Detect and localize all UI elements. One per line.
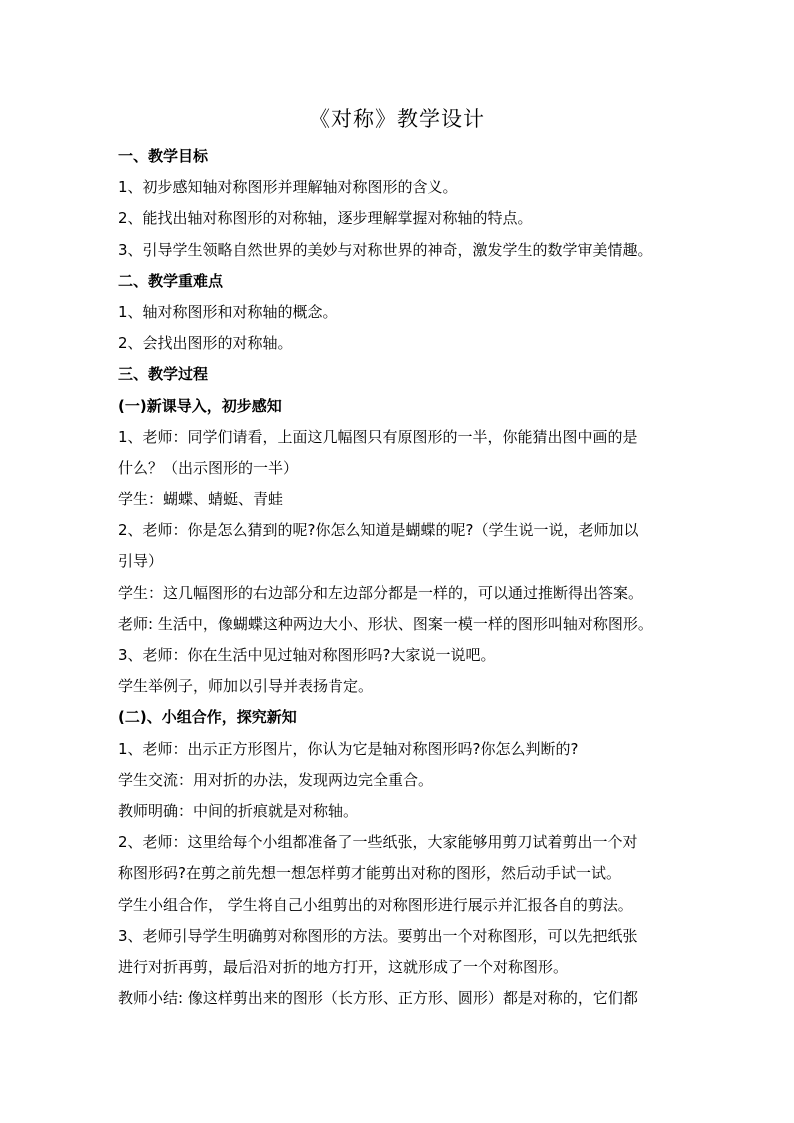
section-heading: (一)新课导入，初步感知 [118,396,282,415]
paragraph-line: 2、会找出图形的对称轴。 [118,334,293,353]
paragraph-line: 老师: 生活中，像蝴蝶这种两边大小、形状、图案一模一样的图形叫轴对称图形。 [118,614,653,633]
paragraph-line: 教师小结: 像这样剪出来的图形（长方形、正方形、圆形）都是对称的，它们都 [118,989,638,1008]
paragraph-line: 学生：蝴蝶、蜻蜓、青蛙 [118,490,284,509]
paragraph-line: 教师明确：中间的折痕就是对称轴。 [118,801,359,820]
paragraph-line: 2、能找出轴对称图形的对称轴，逐步理解掌握对称轴的特点。 [118,209,533,228]
document-title: 《对称》教学设计 [309,107,485,131]
paragraph-line: 1、老师：出示正方形图片，你认为它是轴对称图形吗?你怎么判断的? [118,739,579,758]
paragraph-line: 1、初步感知轴对称图形并理解轴对称图形的含义。 [118,178,458,197]
paragraph-line: 3、老师：你在生活中见过轴对称图形吗?大家说一说吧。 [118,646,496,664]
document-body [118,141,688,1014]
section-heading: 一、教学目标 [118,147,209,165]
paragraph-line: 称图形码?在剪之前先想一想怎样剪才能剪出对称的图形，然后动手试一试。 [118,864,621,883]
paragraph-line: 2、老师：你是怎么猜到的呢?你怎么知道是蝴蝶的呢?（学生说一说，老师加以 [118,521,639,540]
paragraph-line: 3、老师引导学生明确剪对称图形的方法。要剪出一个对称图形，可以先把纸张 [118,926,638,945]
section-heading: 三、教学过程 [118,365,209,384]
paragraph-line: 1、老师：同学们请看，上面这几幅图只有原图形的一半，你能猜出图中画的是 [118,427,638,446]
section-heading: 二、教学重难点 [118,271,224,290]
section-heading: (二)、小组合作，探究新知 [118,708,297,727]
paragraph-line: 学生举例子，师加以引导并表扬肯定。 [118,677,374,696]
paragraph-line: 1、轴对称图形和对称轴的概念。 [118,302,338,321]
paragraph-line: 进行对折再剪，最后沿对折的地方打开，这就形成了一个对称图形。 [118,957,569,976]
paragraph-line: 学生小组合作， 学生将自己小组剪出的对称图形进行展示并汇报各自的剪法。 [118,895,633,914]
paragraph-line: 学生：这几幅图形的右边部分和左边部分都是一样的，可以通过推断得出答案。 [118,583,644,602]
paragraph-line: 2、老师：这里给每个小组都准备了一些纸张，大家能够用剪刀试着剪出一个对 [118,833,638,852]
paragraph-line: 什么？（出示图形的一半） [118,458,299,477]
paragraph-line: 引导） [118,552,164,571]
paragraph-line: 学生交流：用对折的办法，发现两边完全重合。 [118,770,434,789]
paragraph-line: 3、引导学生领略自然世界的美妙与对称世界的神奇，激发学生的数学审美情趣。 [118,240,653,259]
